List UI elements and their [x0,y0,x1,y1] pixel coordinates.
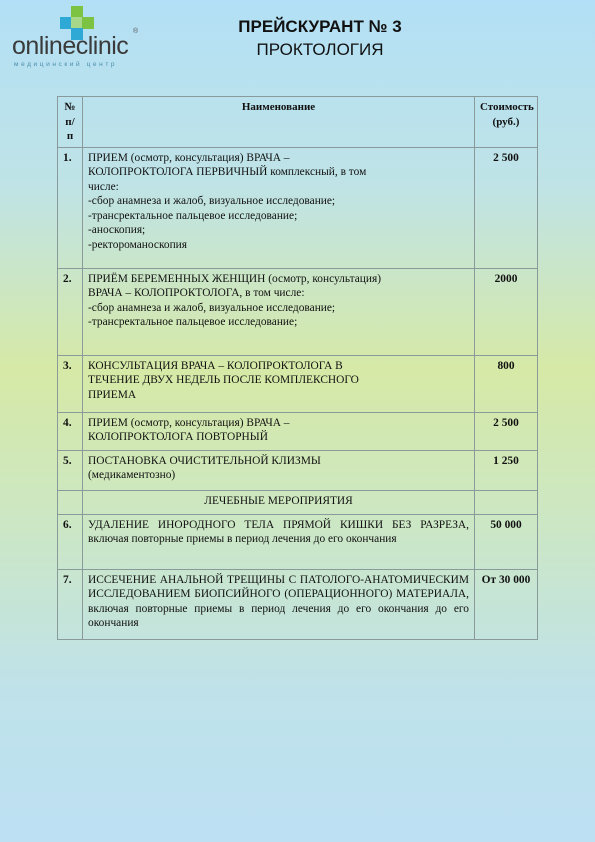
service-name: ИССЕЧЕНИЕ АНАЛЬНОЙ ТРЕЩИНЫ С ПАТОЛОГО-АНАТОМИЧЕСКИМ ИССЛЕДОВАНИЕМ БИОПСИЙНОГО (ОПЕРАЦИОННОГО) МАТЕРИАЛА, включая повторные приемы в период лечения до его окончания до его окончания [83,569,475,639]
service-name [83,147,475,268]
service-price: От 30 000 [475,569,538,639]
service-line: -аноскопия; [88,224,146,236]
section-spacer [58,490,83,514]
header-name: Наименование [83,97,475,148]
service-line: ПРИЕМ (осмотр, консультация) ВРАЧА – [88,151,290,164]
service-line: -трансректальное пальцевое исследование; [88,209,298,222]
header-price [475,97,538,148]
table-row [58,412,538,450]
registered-mark: ® [133,28,139,35]
header-num [58,97,83,148]
service-line: -ректороманоскопия [88,238,188,251]
price-list-subtitle: ПРОКТОЛОГИЯ [256,40,384,59]
logo-wordmark [12,32,128,61]
service-line: ТЕЧЕНИЕ ДВУХ НЕДЕЛЬ ПОСЛЕ КОМПЛЕКСНОГО [88,374,359,386]
service-price: 800 [475,355,538,412]
service-price: 50 000 [475,514,538,569]
table-row [58,268,538,355]
section-row [58,490,538,514]
service-line: (медикаментозно) [88,469,176,481]
logo-brand-part2: clinic [75,32,129,60]
service-name [83,450,475,490]
header-price-line2: (руб.) [492,115,520,128]
table-row [58,450,538,490]
table-row [58,147,538,268]
row-number: 3. [58,355,83,412]
header-num-line2: п/п [65,115,75,142]
service-line: -трансректальное пальцевое исследование; [88,316,298,328]
row-number: 2. [58,268,83,355]
header-price-line1: Стоимость [480,101,534,113]
service-line: ПОСТАНОВКА ОЧИСТИТЕЛЬНОЙ КЛИЗМЫ [88,454,321,467]
service-name: УДАЛЕНИЕ ИНОРОДНОГО ТЕЛА ПРЯМОЙ КИШКИ БЕЗ РАЗРЕЗА, включая повторные приемы в период лечения до его окончания [83,514,475,569]
section-title: ЛЕЧЕБНЫЕ МЕРОПРИЯТИЯ [83,490,475,514]
row-number: 6. [58,514,83,569]
price-table [57,96,538,640]
service-line: ВРАЧА – КОЛОПРОКТОЛОГА, в том числе: [88,287,305,299]
service-price: 2 500 [475,412,538,450]
table-row [58,514,538,569]
row-number: 1. [58,147,83,268]
clinic-logo [12,6,152,68]
section-spacer [475,490,538,514]
header-num-line1: № [64,101,76,113]
table-row [58,569,538,639]
service-line: ПРИЁМ БЕРЕМЕННЫХ ЖЕНЩИН (осмотр, консультация) [88,272,382,285]
service-line: -сбор анамнеза и жалоб, визуальное исследование; [88,301,336,314]
service-name [83,355,475,412]
service-line: -сбор анамнеза и жалоб, визуальное исследование; [88,195,336,207]
row-number: 5. [58,450,83,490]
price-list-title: ПРЕЙСКУРАНТ № 3 [238,17,402,36]
service-line: КОЛОПРОКТОЛОГА ПОВТОРНЫЙ [88,431,268,443]
service-name [83,268,475,355]
row-number: 7. [58,569,83,639]
row-number: 4. [58,412,83,450]
service-line: числе: [88,180,119,193]
service-line: КОНСУЛЬТАЦИЯ ВРАЧА – КОЛОПРОКТОЛОГА В [88,359,343,372]
service-name [83,412,475,450]
table-header-row [58,97,538,148]
service-line: ПРИЕМА [88,388,137,401]
service-price: 1 250 [475,450,538,490]
service-price: 2000 [475,268,538,355]
logo-brand-part1: online [12,32,76,60]
service-price: 2 500 [475,147,538,268]
logo-subtitle: медицинский центр [14,61,118,68]
service-line: КОЛОПРОКТОЛОГА ПЕРВИЧНЫЙ комплексный, в том [88,166,367,178]
service-line: ПРИЕМ (осмотр, консультация) ВРАЧА – [88,416,290,429]
table-row [58,355,538,412]
